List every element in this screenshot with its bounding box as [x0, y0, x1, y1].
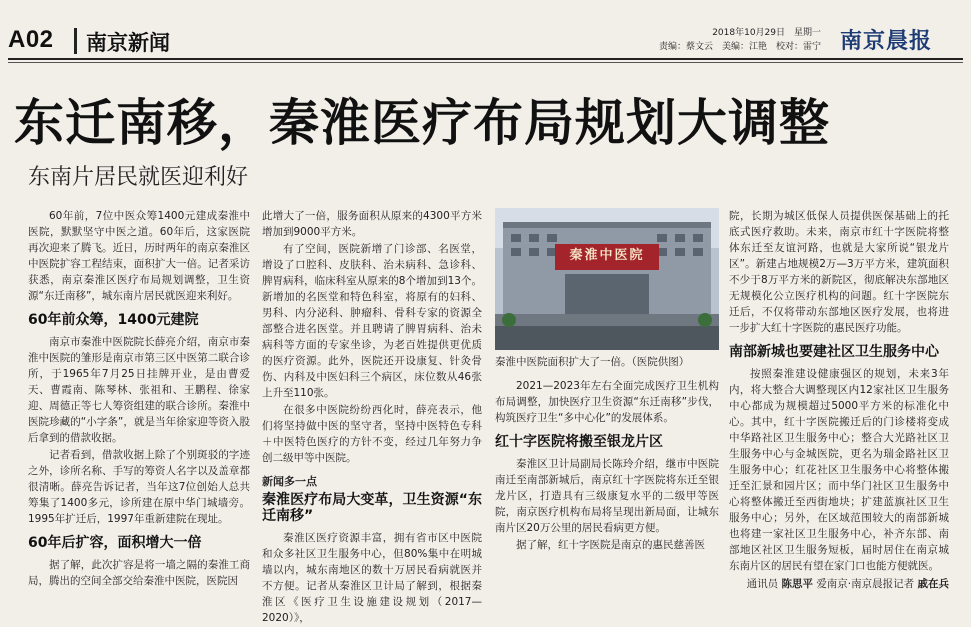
byline-name: 陈思平 — [781, 578, 813, 590]
section-heading: 60年后扩容，面积增大一倍 — [28, 535, 202, 551]
masthead — [0, 0, 971, 58]
hospital-sign: 秦淮中医院 — [569, 248, 645, 263]
header-rule-thin — [8, 62, 963, 63]
article-column-2 — [262, 208, 482, 627]
header-divider — [74, 28, 77, 54]
article-column-4 — [729, 208, 949, 592]
byline-prefix: 通讯员 — [746, 578, 779, 590]
hospital-building-image — [495, 208, 719, 350]
paragraph: 此增大了一倍，服务面积从原来的4300平方米增加到9000平方米。 — [262, 210, 482, 238]
editor-credits: 责编：蔡文云 美编：江艳 校对：雷宁 — [658, 42, 821, 52]
header-rule — [8, 58, 963, 60]
paragraph: 秦淮区医疗资源丰富，拥有省市区中医院和众多社区卫生服务中心，但80%集中在明城墙以内，城东南地区的数十万居民看病就医并不方便。记者从秦淮区卫计局了解到，根据秦淮区《医疗卫生设施建设规划（2017—2020）》， — [262, 532, 482, 624]
byline-name: 戚在兵 — [917, 578, 949, 590]
section-title: 南京新闻 — [86, 31, 170, 55]
section-heading: 红十字医院将搬至银龙片区 — [495, 434, 663, 450]
photo-caption: 秦淮中医院面积扩大了一倍。（医院供图） — [495, 356, 690, 368]
hospital-photo — [495, 208, 719, 350]
newspaper-logo: 南京晨报 — [840, 28, 933, 54]
byline-affiliation: 爱南京·南京晨报记者 — [816, 578, 915, 590]
paragraph: 南京市秦淮中医院院长薛亮介绍，南京市秦淮中医院的雏形是南京市第三区中医第二联合诊所，于1965年7月25日挂牌开业，是由曹爱天、曹霞南、陈琴林、张祖和、王鹏程、徐家迎、周德正等七人筹资组建的联合诊所。秦淮中医院珍藏的“小字条”，就是当年徐家迎等资入股后拿到的借款收据。 — [28, 336, 250, 444]
paragraph: 按照秦淮建设健康强区的规划，未来3年内，将大整合大调整现区内12家社区卫生服务中心都成为规模超过5000平方米的标准化中心。其中，红十字医院搬迁后的门诊楼将变成中华路社区卫生服务中心；整合大光路社区卫生服务中心与金城医院，更名为瑞金路社区卫生服务中心；红花社区卫生服务中心将整体搬迁至汇景和园片区；而中华门社区卫生服务中心将整体搬迁至西街地块；扩建蓝旗社区卫生服务中心；另外，在区域范围较大的南部新城也将建一家社区卫生服务中心，补齐东部、南部地区社区卫生服务短板，届时居住在南京城东南片区的居民有望在家门口也能方便就医。 — [729, 368, 949, 572]
paragraph: 秦淮区卫计局副局长陈玲介绍，继市中医院南迁至南部新城后，南京红十字医院将东迁至银龙片区，打造具有三级康复水平的二级甲等医院，南京医疗机构布局将呈现出新局面，让城东南片区20万公里的居民看病更方便。 — [495, 458, 719, 534]
section-heading: 南部新城也要建社区卫生服务中心 — [729, 344, 939, 360]
article-column-3 — [495, 208, 719, 554]
paragraph: 60年前，7位中医众筹1400元建成秦淮中医院，默默坚守中医之道。60年后，这家医院再次迎来了腾飞。近日，历时两年的南京秦淮区中医院扩容工程结束，面积扩大一倍。记者采访获悉，南京秦淮区医疗布局规划调整，卫生资源“东迁南移”，城东南片居民就医迎来利好。 — [28, 210, 250, 302]
page-number: A02 — [8, 26, 54, 53]
byline — [729, 576, 949, 592]
paragraph: 据了解，红十字医院是南京的惠民慈善医 — [516, 539, 705, 551]
article-column-1 — [28, 208, 250, 590]
subheadline: 东南片居民就医迎利好 — [28, 165, 249, 190]
paragraph: 2021—2023年左右全面完成医疗卫生机构布局调整，加快医疗卫生资源“东迁南移”步伐，构筑医疗卫生“多中心化”的发展体系。 — [495, 380, 719, 424]
news-kicker: 新闻多一点 — [262, 475, 317, 488]
issue-date: 2018年10月29日 星期一 — [712, 28, 821, 38]
paragraph: 有了空间，医院新增了门诊部、名医堂，增设了口腔科、皮肤科、治未病科、急诊科、脾胃病科，临床科室从原来的8个增加到13个。新增加的名医堂和特色科室，将原有的妇科、男科、内分泌科、肿瘤科、骨科专家的资源全部整合进名医堂。并且聘请了脾胃病科、治未病科等方面的专家坐诊，为老百姓提供更优质的医疗资源。此外，医院还开设康复、针灸骨伤、内科及中医妇科三个病区，床位数从46张上升至110张。 — [262, 243, 482, 399]
paragraph: 院，长期为城区低保人员提供医保基础上的托底式医疗救助。未来，南京市红十字医院将整体东迁至友谊河路，也就是大家所说“银龙片区”。新建占地规模2万—3万平方米，建筑面积不少于8万平方米的新院区，彻底解决东部地区无规模化公立医疗机构的问题。红十字医院东迁后，不仅将带动东部地区医疗发展，也将进一步扩大红十字医院的惠民医疗功能。 — [729, 210, 949, 334]
paragraph: 据了解，此次扩容是将一墙之隔的秦淮工商局，腾出的空间全部交给秦淮中医院，医院因 — [28, 559, 250, 587]
issue-meta — [659, 26, 821, 54]
headline: 东迁南移，秦淮医疗布局规划大调整 — [14, 94, 830, 152]
paragraph: 记者看到，借款收据上除了个别斑驳的字迹之外，诊所名称、手写的筹资人名字以及盖章都很清晰。薛亮告诉记者，当年这7位创始人总共筹集了1400多元，诊所建在原中华门城墙旁。1995年扩迁后，1997年重新建院在现址。 — [28, 449, 250, 525]
section-heading: 60年前众筹，1400元建院 — [28, 312, 199, 328]
paragraph: 在很多中医院纷纷西化时，薛亮表示，他们将坚持做中医的坚守者，坚持中医特色专科＋中医特色医疗的方针不变，经过几年努力争创二级甲等中医院。 — [262, 404, 482, 464]
section-heading: 秦淮医疗布局大变革，卫生资源“东迁南移” — [262, 492, 482, 524]
